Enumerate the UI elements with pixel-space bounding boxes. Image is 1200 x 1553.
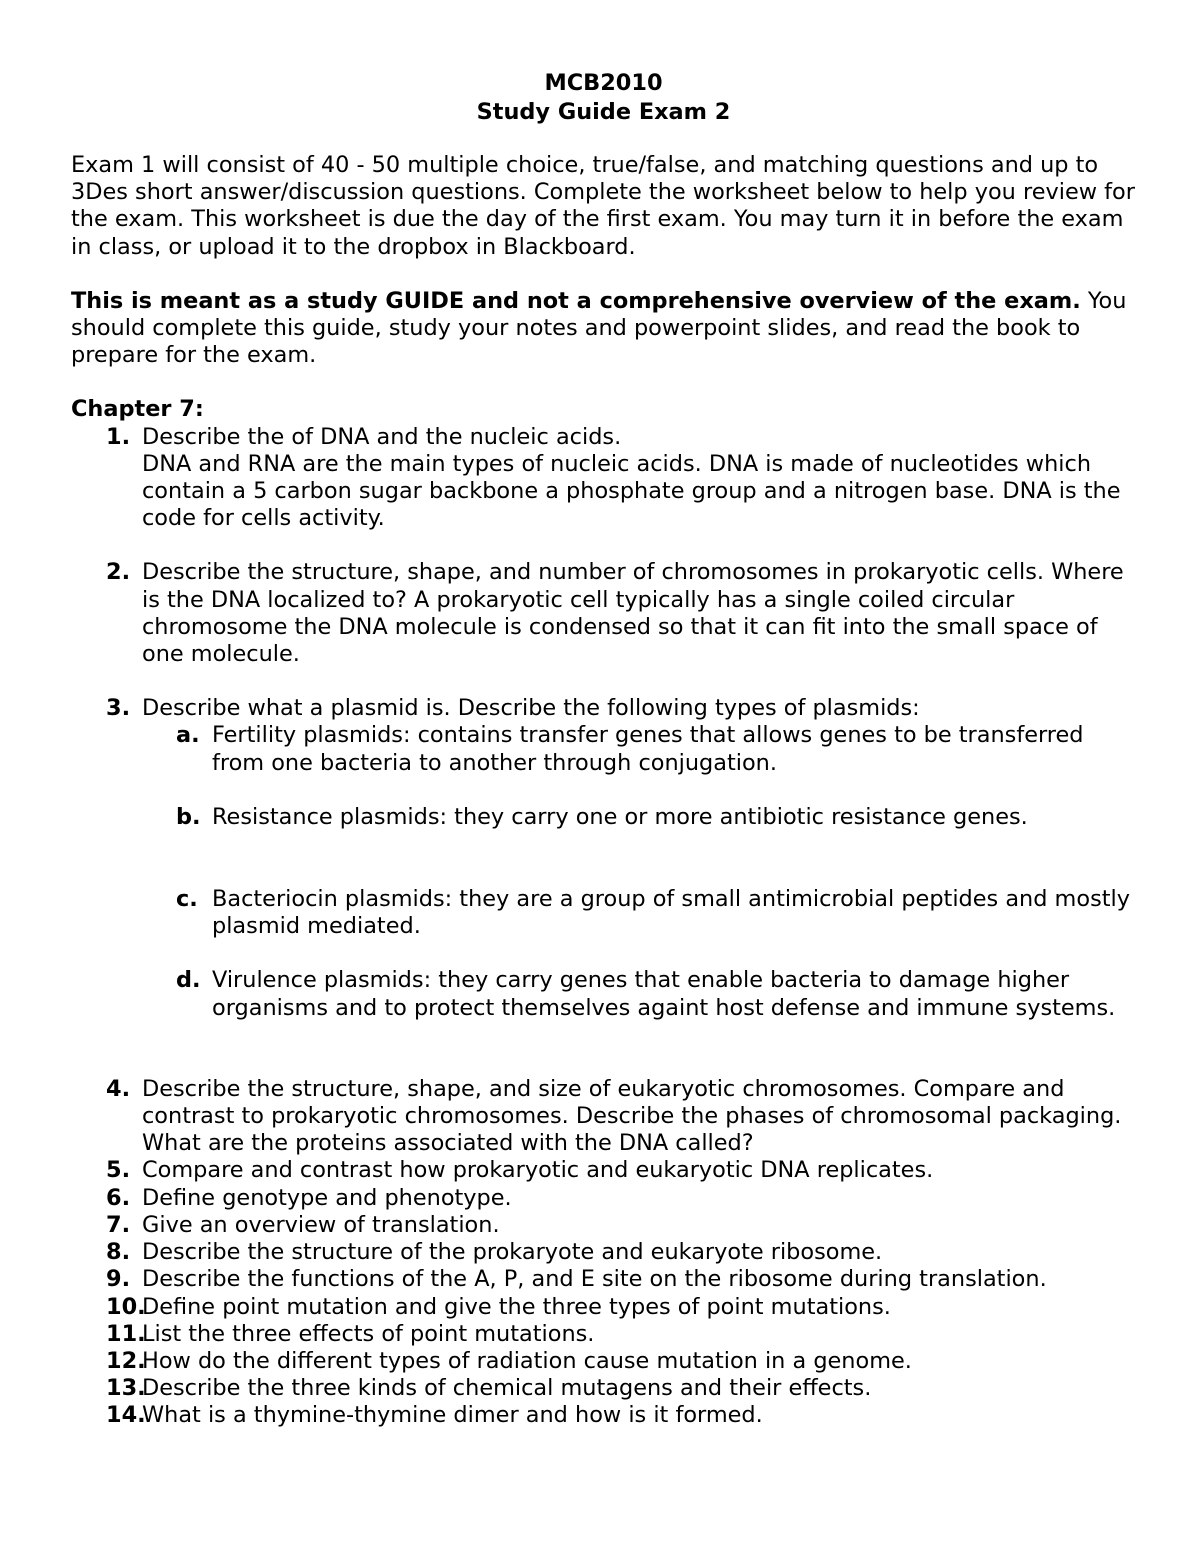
question-number: 10. [106, 1293, 146, 1320]
document-title: Study Guide Exam 2 [476, 99, 731, 125]
guide-bold-text: This is meant as a study GUIDE and not a comprehensive overview of the exam. [71, 287, 1081, 314]
question-14 [71, 1402, 1136, 1429]
question-number: 13. [106, 1375, 146, 1402]
question-number: 7. [106, 1211, 131, 1238]
question-number: 5. [106, 1157, 131, 1184]
question-text: What is a thymine-thymine dimer and how is it formed. [142, 1402, 763, 1429]
question-text: Describe the structure of the prokaryote and eukaryote ribosome. [142, 1239, 883, 1266]
question-number: 6. [106, 1184, 131, 1211]
question-number: 3. [106, 695, 131, 722]
question-9 [71, 1266, 1136, 1293]
question-3 [71, 695, 1136, 722]
question-8 [71, 1239, 1136, 1266]
question-list [71, 1076, 1136, 1430]
sub-letter: a. [176, 722, 200, 749]
question-5 [71, 1157, 1136, 1184]
course-code: MCB2010 [544, 70, 663, 96]
question-6 [71, 1185, 1136, 1212]
question-number: 4. [106, 1075, 131, 1102]
sub-item-a [71, 722, 1136, 776]
guide-paragraph [71, 288, 1136, 370]
sub-text: Virulence plasmids: they carry genes that enable bacteria to damage higher organisms and to protect themselves againt host defense and immune systems. [212, 967, 1116, 1021]
question-11 [71, 1321, 1136, 1348]
sub-text: Resistance plasmids: they carry one or more antibiotic resistance genes. [212, 803, 1028, 830]
question-text: Give an overview of translation. [142, 1211, 500, 1238]
question-text: How do the different types of radiation cause mutation in a genome. [142, 1347, 912, 1374]
sub-item-c [71, 886, 1136, 940]
answer-text: DNA and RNA are the main types of nucleic acids. DNA is made of nucleotides which contain a 5 carbon sugar backbone a phosphate group and a nitrogen base. DNA is the code for cells activity. [142, 450, 1121, 532]
sub-letter: b. [176, 803, 201, 830]
sub-text: Fertility plasmids: contains transfer genes that allows genes to be transferred from one bacteria to another through conjugation. [212, 722, 1084, 776]
question-text: Compare and contrast how prokaryotic and eukaryotic DNA replicates. [142, 1157, 934, 1184]
question-text: Describe the structure, shape, and size of eukaryotic chromosomes. Compare and contrast to prokaryotic chromosomes. Describe the phases of chromosomal packaging. What are the proteins associated with the DNA called? [142, 1075, 1122, 1157]
question-text: Define genotype and phenotype. [142, 1184, 512, 1211]
sub-letter: d. [176, 967, 201, 994]
question-12 [71, 1348, 1136, 1375]
sub-letter: c. [176, 886, 198, 913]
document-page [71, 69, 1136, 1430]
question-13 [71, 1375, 1136, 1402]
question-number: 9. [106, 1266, 131, 1293]
question-text: Describe the structure, shape, and number of chromosomes in prokaryotic cells. Where is the DNA localized to? A prokaryotic cell typically has a single coiled circular chromosome the DNA molecule is condensed so that it can fit into the small space of one molecule. [142, 559, 1124, 668]
question-number: 14. [106, 1402, 146, 1429]
intro-paragraph: Exam 1 will consist of 40 - 50 multiple choice, true/false, and matching questions and up to 3Des short answer/discussion questions. Complete the worksheet below to help you review for the exam. This worksheet is due the day of the first exam. You may turn it in before the exam in class, or upload it to the dropbox in Blackboard. [71, 152, 1135, 260]
sub-text: Bacteriocin plasmids: they are a group of small antimicrobial peptides and mostly plasmid mediated. [212, 886, 1130, 940]
question-4 [71, 1076, 1136, 1158]
question-text: Define point mutation and give the three types of point mutations. [142, 1293, 891, 1320]
question-text: List the three effects of point mutations. [142, 1320, 595, 1347]
guide-rest-text: You should complete this guide, study your notes and powerpoint slides, and read the book to prepare for the exam. [71, 287, 1127, 369]
chapter-heading: Chapter 7: [71, 396, 204, 423]
question-10 [71, 1294, 1136, 1321]
question-number: 8. [106, 1239, 131, 1266]
sub-item-d [71, 967, 1136, 1021]
question-7 [71, 1212, 1136, 1239]
sub-item-b [71, 804, 1136, 831]
question-text: Describe the functions of the A, P, and E site on the ribosome during translation. [142, 1266, 1047, 1293]
question-number: 12. [106, 1347, 146, 1374]
question-text: Describe what a plasmid is. Describe the following types of plasmids: [142, 695, 920, 722]
question-number: 11. [106, 1320, 146, 1347]
question-text: Describe the of DNA and the nucleic acids. [142, 423, 622, 450]
question-number: 2. [106, 559, 131, 586]
question-2 [71, 559, 1136, 668]
question-number: 1. [106, 423, 131, 450]
question-1 [71, 424, 1136, 533]
question-text: Describe the three kinds of chemical mutagens and their effects. [142, 1375, 872, 1402]
